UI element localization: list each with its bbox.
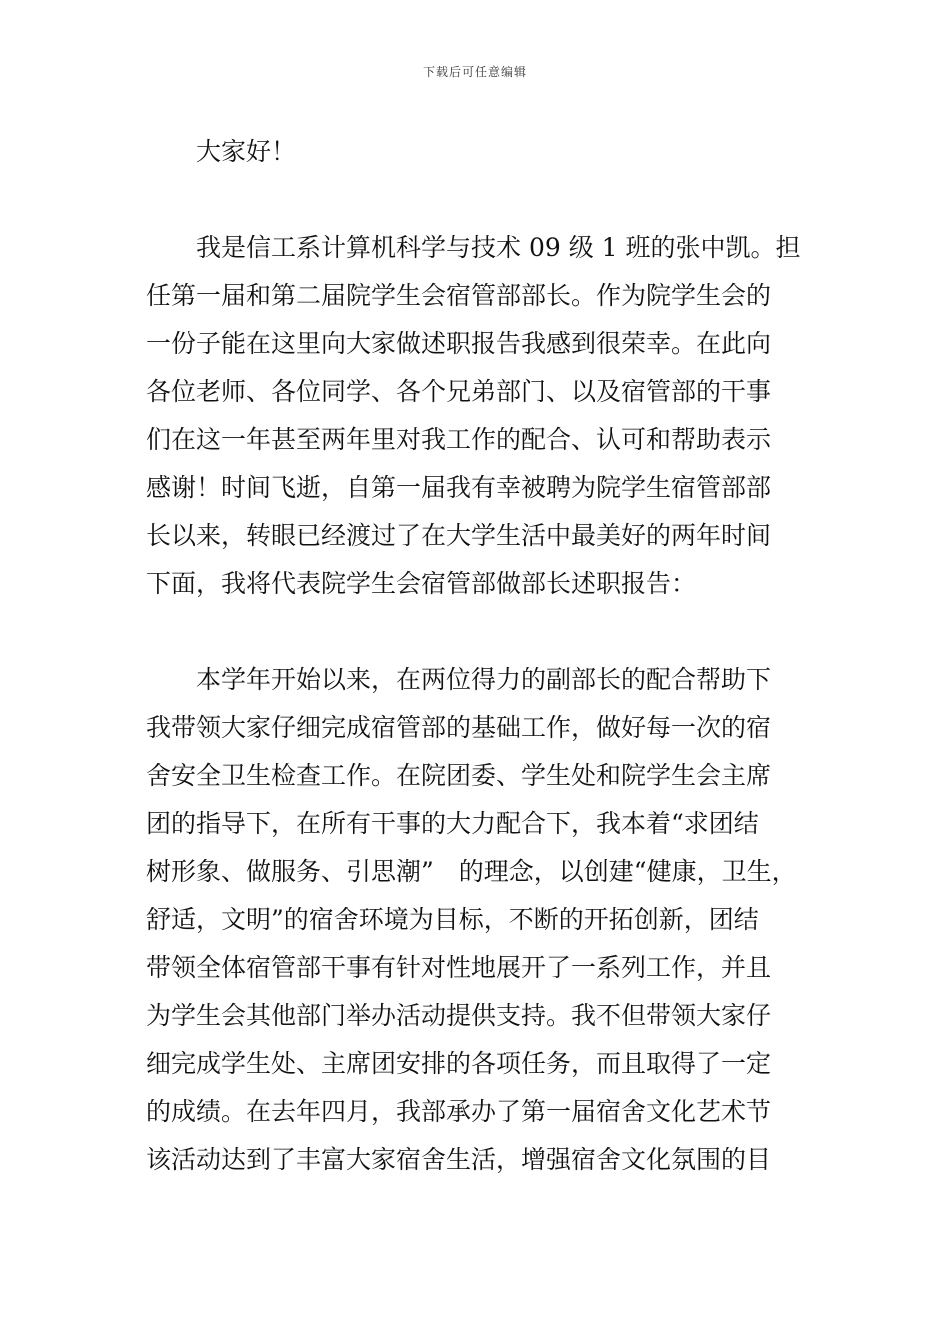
paragraph-line: 树形象、做服务、引思潮” 的理念，以创建“健康，卫生， — [146, 857, 797, 886]
paragraph-line: 舒适，文明”的宿舍环境为目标，不断的开拓创新，团结 — [146, 905, 759, 934]
paragraph-2 — [146, 656, 830, 1184]
paragraph-line: 舍安全卫生检查工作。在院团委、学生处和院学生会主席 — [146, 761, 772, 790]
document-body — [146, 128, 830, 1184]
paragraph-line: 该活动达到了丰富大家宿舍生活，增强宿舍文化氛围的目 — [146, 1145, 772, 1174]
paragraph-line: 任第一届和第二届院学生会宿管部部长。作为院学生会的 — [146, 281, 772, 310]
greeting: 大家好！ — [196, 137, 297, 166]
paragraph-line: 团的指导下，在所有干事的大力配合下，我本着“求团结 — [146, 809, 759, 838]
paragraph-line: 下面，我将代表院学生会宿管部做部长述职报告： — [146, 569, 697, 598]
paragraph-line: 我是信工系计算机科学与技术 09 级 1 班的张中凯。担 — [196, 233, 801, 262]
paragraph-line: 本学年开始以来，在两位得力的副部长的配合帮助下 — [196, 665, 772, 694]
paragraph-1 — [146, 224, 830, 608]
paragraph-line: 带领全体宿管部干事有针对性地展开了一系列工作，并且 — [146, 953, 772, 982]
paragraph-line: 长以来，转眼已经渡过了在大学生活中最美好的两年时间 — [146, 521, 772, 550]
page-header: 下载后可任意编辑 — [422, 65, 527, 79]
paragraph-line: 细完成学生处、主席团安排的各项任务，而且取得了一定 — [146, 1049, 772, 1078]
paragraph-line: 各位老师、各位同学、各个兄弟部门、以及宿管部的干事 — [146, 377, 772, 406]
paragraph-line: 们在这一年甚至两年里对我工作的配合、认可和帮助表示 — [146, 425, 772, 454]
paragraph-line: 一份子能在这里向大家做述职报告我感到很荣幸。在此向 — [146, 329, 772, 358]
paragraph-line: 为学生会其他部门举办活动提供支持。我不但带领大家仔 — [146, 1001, 772, 1030]
paragraph-line: 感谢！时间飞逝，自第一届我有幸被聘为院学生宿管部部 — [146, 473, 772, 502]
blank-line — [146, 608, 830, 656]
paragraph-line: 的成绩。在去年四月，我部承办了第一届宿舍文化艺术节 — [146, 1097, 772, 1126]
blank-line — [146, 176, 830, 224]
paragraph-line: 我带领大家仔细完成宿管部的基础工作，做好每一次的宿 — [146, 713, 772, 742]
